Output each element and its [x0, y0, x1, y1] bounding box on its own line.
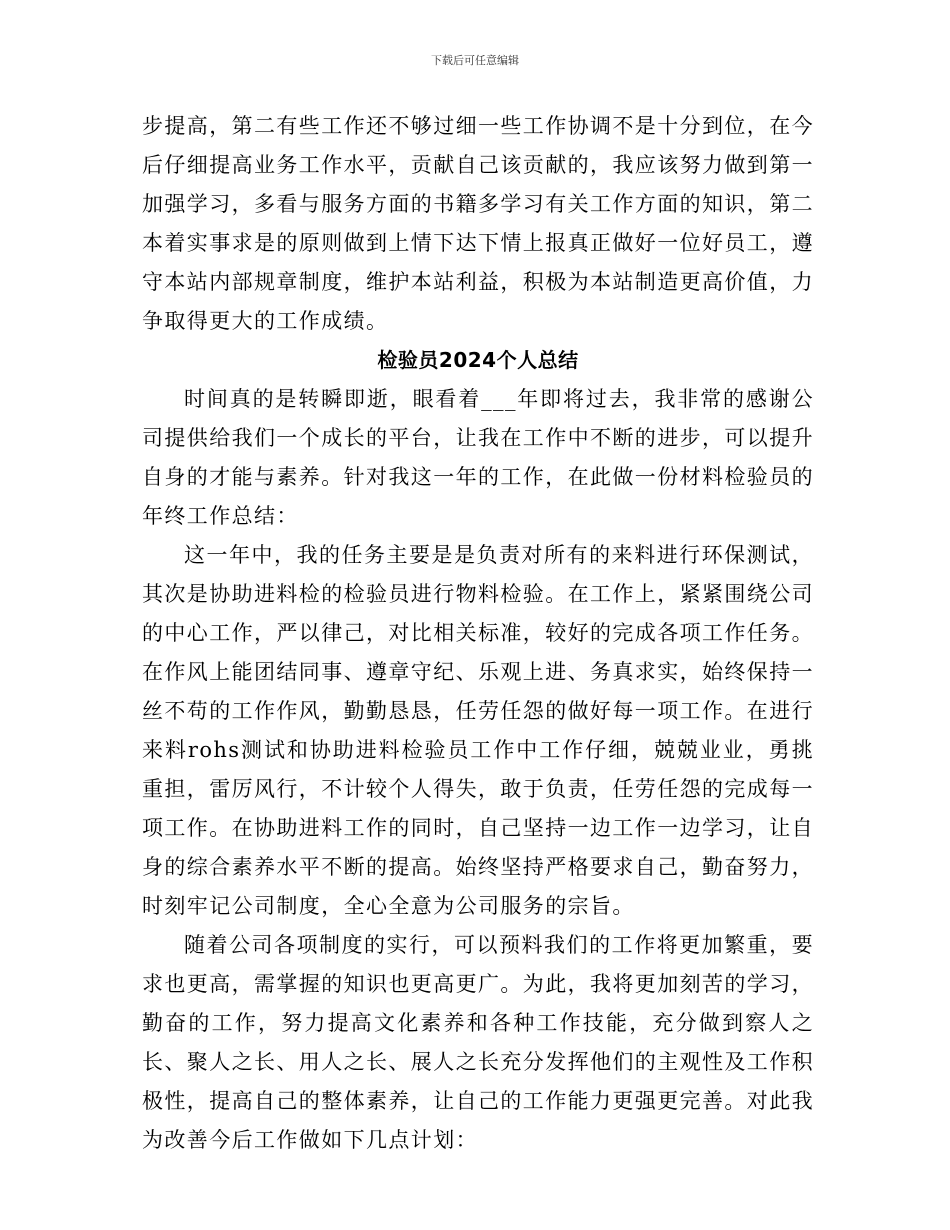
paragraph-plans: 随着公司各项制度的实行，可以预料我们的工作将更加繁重，要求也更高，需掌握的知识也更高更广。为此，我将更加刻苦的学习，勤奋的工作，努力提高文化素养和各种工作技能，充分做到察人之长、聚人之长、用人之长、展人之长充分发挥他们的主观性及工作积极性，提高自己的整体素养，让自己的工作能力更强更完善。对此我为改善今后工作做如下几点计划：	[142, 933, 814, 1152]
paragraph-duties: 这一年中，我的任务主要是是负责对所有的来料进行环保测试，其次是协助进料检的检验员进行物料检验。在工作上，紧紧围绕公司的中心工作，严以律己，对比相关标准，较好的完成各项工作任务。在作风上能团结同事、遵章守纪、乐观上进、务真求实，始终保持一丝不苟的工作作风，勤勤恳恳，任劳任怨的做好每一项工作。在进行来料rohs测试和协助进料检验员工作中工作仔细，兢兢业业，勇挑重担，雷厉风行，不计较个人得失，敢于负责，任劳任怨的完成每一项工作。在协助进料工作的同时，自己坚持一边工作一边学习，让自身的综合素养水平不断的提高。始终坚持严格要求自己，勤奋努力，时刻牢记公司制度，全心全意为公司服务的宗旨。	[142, 543, 814, 918]
page-header-note: 下载后可任意编辑	[431, 54, 519, 67]
document-body	[142, 107, 814, 1160]
carryover-paragraph: 步提高，第二有些工作还不够过细一些工作协调不是十分到位，在今后仔细提高业务工作水平，贡献自己该贡献的，我应该努力做到第一加强学习，多看与服务方面的书籍多学习有关工作方面的知识，第二本着实事求是的原则做到上情下达下情上报真正做好一位好员工，遵守本站内部规章制度，维护本站利益，积极为本站制造更高价值，力争取得更大的工作成绩。	[142, 114, 814, 333]
document-title: 检验员2024个人总结	[377, 348, 579, 372]
paragraph-intro: 时间真的是转瞬即逝，眼看着___年即将过去，我非常的感谢公司提供给我们一个成长的平台，让我在工作中不断的进步，可以提升自身的才能与素养。针对我这一年的工作，在此做一份材料检验员的年终工作总结：	[142, 387, 814, 528]
